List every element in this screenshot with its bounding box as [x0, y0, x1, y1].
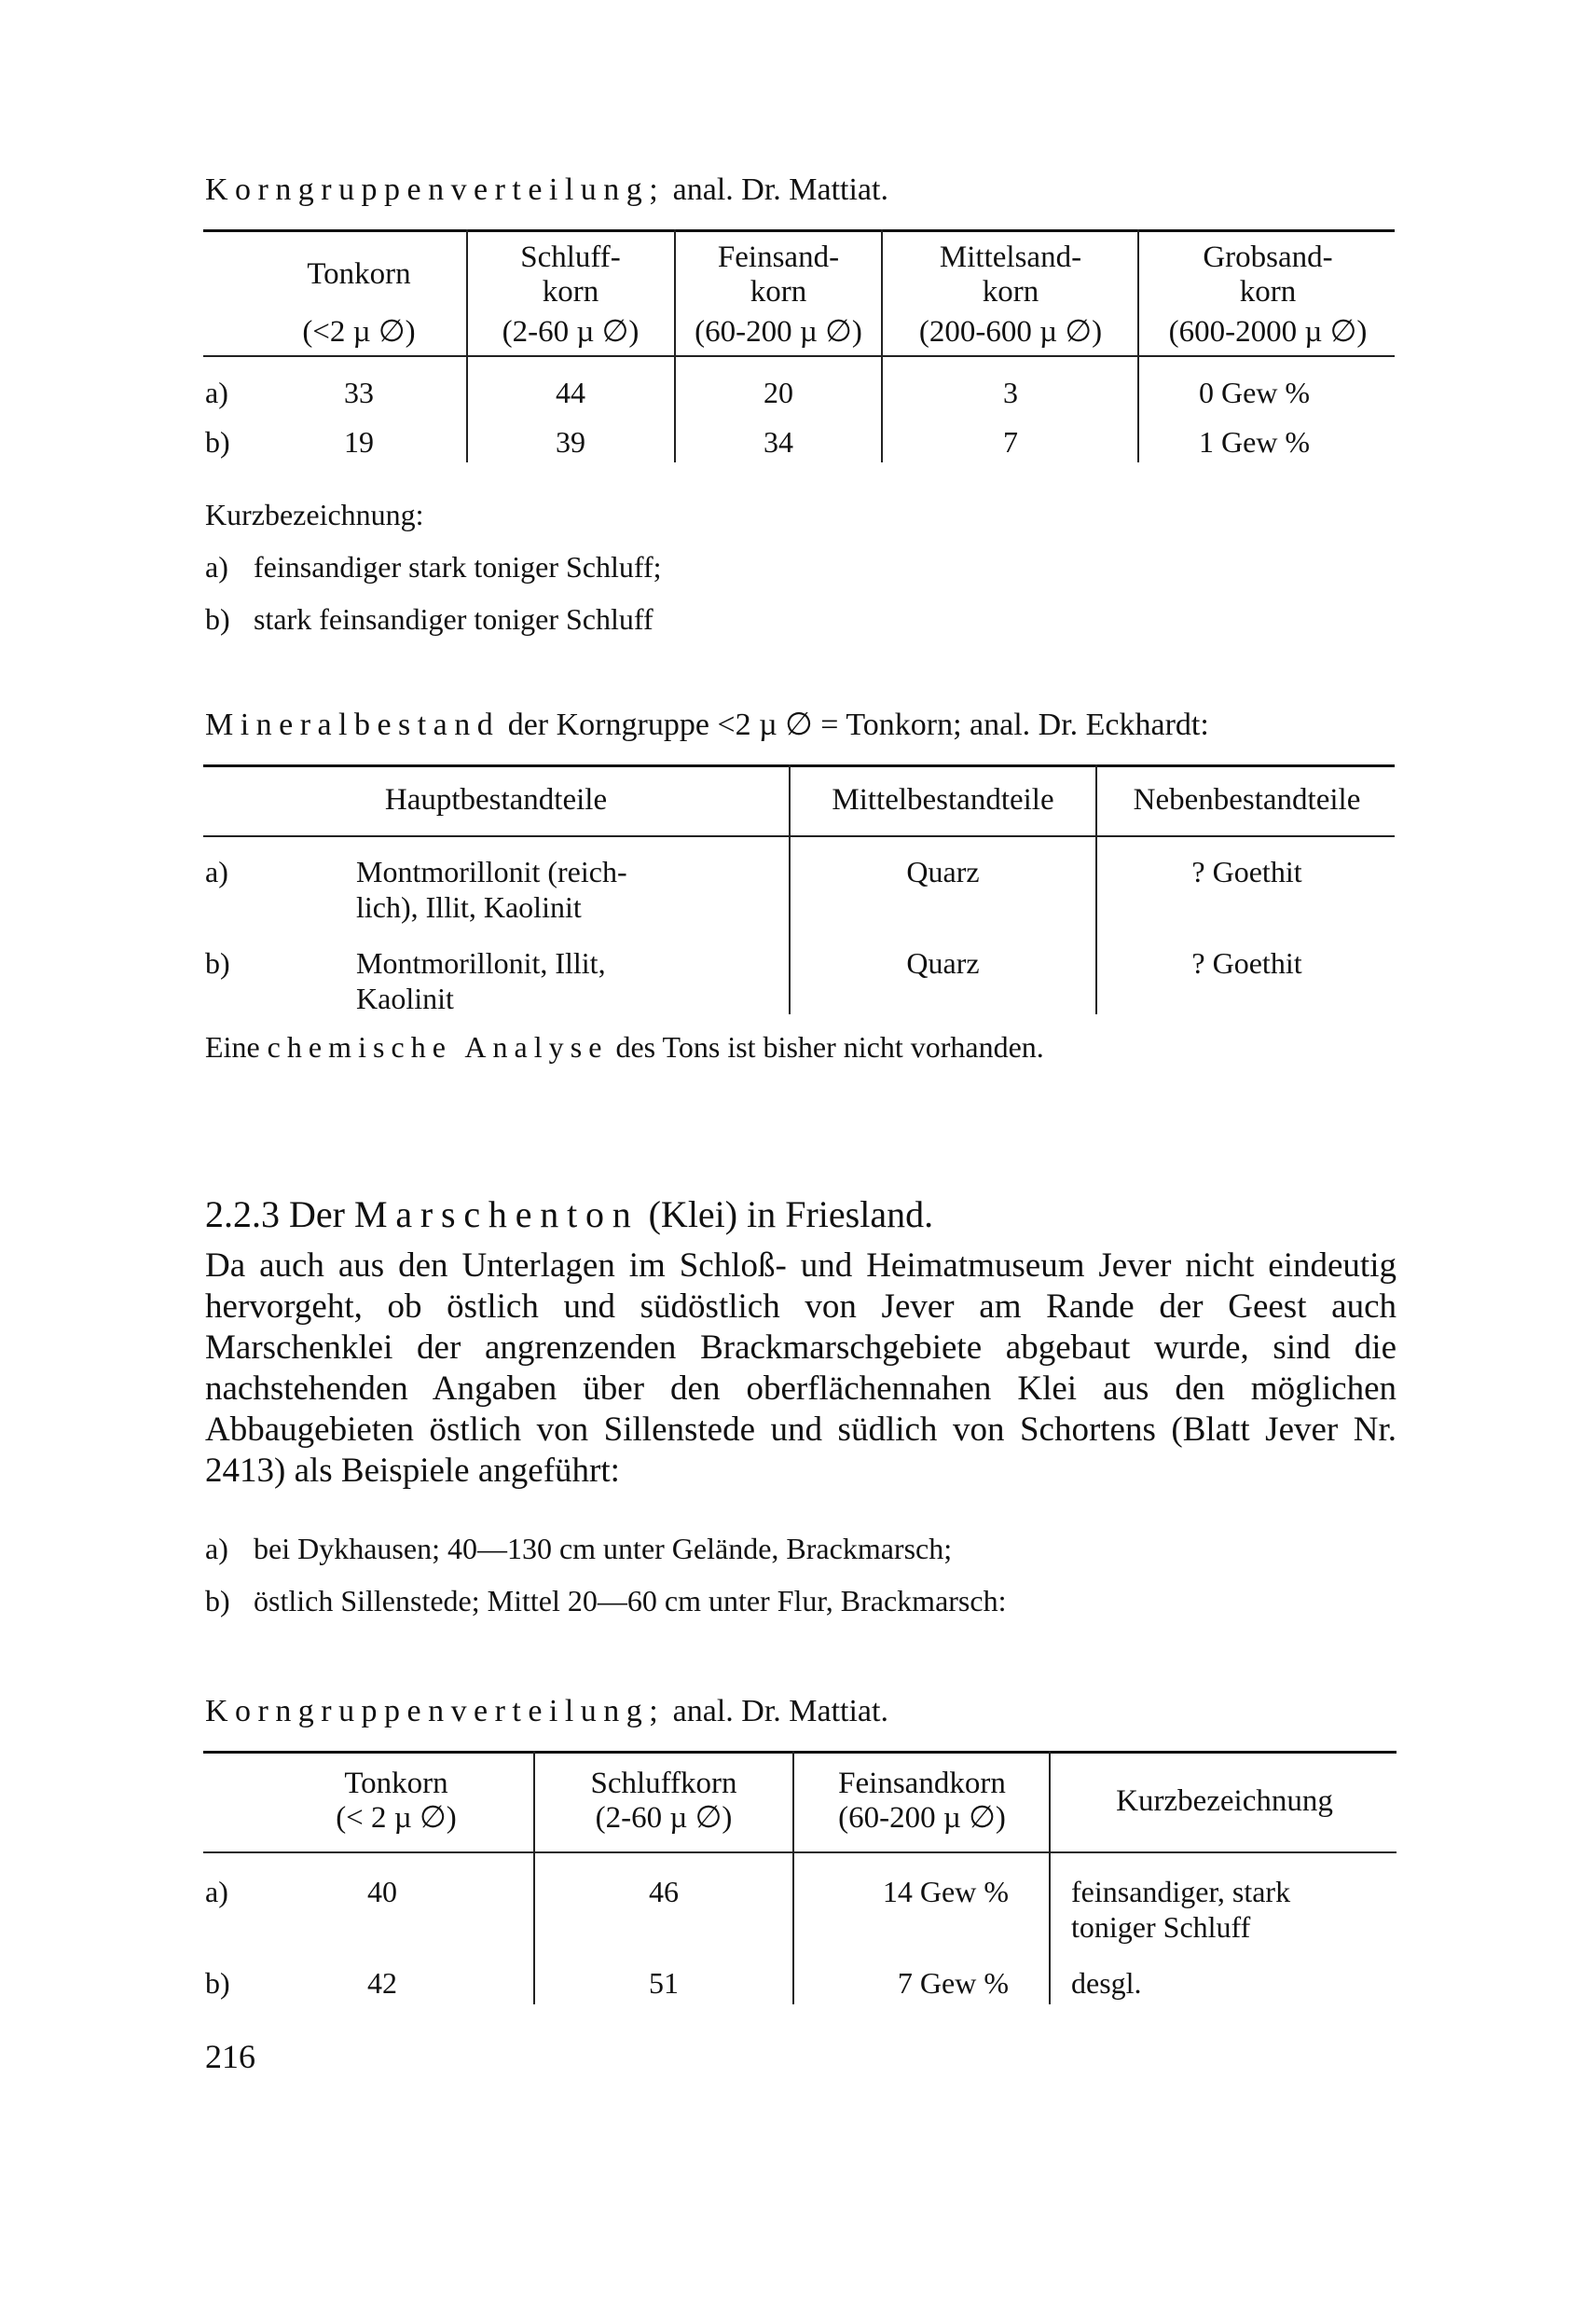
- table2-row-label: a): [205, 855, 228, 888]
- table1-row-label: b): [205, 425, 230, 459]
- table3-row-label: a): [205, 1875, 228, 1908]
- table2-header-haupt: Hauptbestandteile: [384, 783, 608, 817]
- section-item-label: a): [205, 1532, 228, 1565]
- kurz-item-text: feinsandiger stark toniger Schluff;: [254, 550, 662, 584]
- table3-cell-ton: 40: [367, 1875, 397, 1908]
- table1-cell: 20: [764, 376, 793, 409]
- table1-caption: [205, 170, 888, 211]
- table3-header-rule: [203, 1851, 1396, 1853]
- table1-cell: 1 Gew %: [1199, 425, 1311, 459]
- table2-caption-spaced: Mineralbestand: [205, 708, 501, 742]
- table3-top-rule: [203, 1751, 1396, 1754]
- table3-col-divider: [1049, 1751, 1051, 2004]
- table3-header-tonkorn: Tonkorn (< 2 µ ∅): [336, 1767, 457, 1835]
- table2-header-neben: Nebenbestandteile: [1133, 783, 1361, 817]
- table2-note: Eine chemische Analyse des Tons ist bisher nicht vorhanden.: [205, 1030, 1044, 1064]
- kurz-item-text: stark feinsandiger toniger Schluff: [254, 602, 654, 636]
- table1-header-rule: [203, 355, 1395, 357]
- section-item-text: bei Dykhausen; 40—130 cm unter Gelände, Brackmarsch;: [254, 1532, 953, 1565]
- table3-cell-fein: 7 Gew %: [897, 1966, 1009, 2000]
- table1-cell: 34: [764, 425, 793, 459]
- table3-col-divider: [533, 1751, 535, 2004]
- table1-cell: 0 Gew %: [1199, 376, 1311, 409]
- table1-cell: 33: [344, 376, 374, 409]
- table3-cell-schluff: 51: [649, 1966, 679, 2000]
- table1-col-divider: [674, 229, 676, 462]
- table2-row-label: b): [205, 946, 230, 980]
- table2-cell-neben: ? Goethit: [1191, 855, 1302, 888]
- section-item-label: b): [205, 1584, 230, 1617]
- table2-caption: [205, 705, 1209, 746]
- table3-cell-fein: 14 Gew %: [882, 1875, 1009, 1908]
- table1-caption-rest: anal. Dr. Mattiat.: [665, 172, 888, 207]
- table3-col-divider: [792, 1751, 794, 2004]
- kurz-item-label: b): [205, 602, 230, 636]
- table1-col-divider: [1137, 229, 1139, 462]
- table2-cell-mittel: Quarz: [906, 946, 980, 980]
- table3-cell-schluff: 46: [649, 1875, 679, 1908]
- table2-cell-neben: ? Goethit: [1191, 946, 1302, 980]
- table1-header-tonkorn-unit: (<2 µ ∅): [302, 315, 416, 349]
- table2-cell-mittel: Quarz: [906, 855, 980, 888]
- table3-cell-kurz: desgl.: [1071, 1966, 1142, 2000]
- table1-header-grobsand-unit: (600-2000 µ ∅): [1168, 315, 1368, 349]
- section-heading: 2.2.3 Der Marschenton (Klei) in Friesland.: [205, 1193, 934, 1235]
- table3-cell-ton: 42: [367, 1966, 397, 2000]
- table1-cell: 39: [556, 425, 585, 459]
- table1-col-divider: [881, 229, 883, 462]
- kurz-item-label: a): [205, 550, 228, 584]
- table1-cell: 7: [1003, 425, 1018, 459]
- table1-cell: 44: [556, 376, 585, 409]
- page-number: 216: [205, 2038, 255, 2075]
- table3-header-kurz: Kurzbezeichnung: [1116, 1784, 1333, 1818]
- table1-header-mittelsand: Mittelsand- korn: [939, 241, 1082, 309]
- table1-row-label: a): [205, 376, 228, 409]
- table2-header-mittel: Mittelbestandteile: [832, 783, 1054, 817]
- table2-header-rule: [203, 835, 1395, 837]
- table1-col-divider: [466, 229, 468, 462]
- table3-caption-spaced: Korngruppenverteilung;: [205, 1694, 666, 1728]
- table1-top-rule: [203, 229, 1395, 232]
- table1-header-schluff-unit: (2-60 µ ∅): [502, 315, 640, 349]
- table1-cell: 3: [1003, 376, 1018, 409]
- table3-caption-rest: anal. Dr. Mattiat.: [665, 1694, 888, 1728]
- table1-header-mittelsand-unit: (200-600 µ ∅): [918, 315, 1103, 349]
- table1-caption-spaced: Korngruppenverteilung;: [205, 172, 666, 207]
- kurz-title: Kurzbezeichnung:: [205, 498, 424, 531]
- table2-col-divider: [1095, 764, 1097, 1014]
- table1-header-feinsand: Feinsand- korn: [717, 241, 840, 309]
- table3-header-schluff: Schluffkorn (2-60 µ ∅): [590, 1767, 737, 1835]
- table1-header-tonkorn: Tonkorn: [307, 257, 411, 291]
- table3-header-feinsand: Feinsandkorn (60-200 µ ∅): [838, 1767, 1006, 1835]
- table1-header-feinsand-unit: (60-200 µ ∅): [695, 315, 862, 349]
- table3-row-label: b): [205, 1966, 230, 2000]
- table1-header-grobsand: Grobsand- korn: [1203, 241, 1333, 309]
- table3-cell-kurz: feinsandiger, stark toniger Schluff: [1071, 1875, 1291, 1944]
- table2-cell-haupt: Montmorillonit, Illit, Kaolinit: [356, 946, 606, 1015]
- table2-cell-haupt: Montmorillonit (reich- lich), Illit, Kaolinit: [356, 855, 627, 924]
- section-item-text: östlich Sillenstede; Mittel 20—60 cm unter Flur, Brackmarsch:: [254, 1584, 1007, 1617]
- table2-col-divider: [789, 764, 791, 1014]
- table1-header-schluff: Schluff- korn: [520, 241, 621, 309]
- section-paragraph: Da auch aus den Unterlagen im Schloß- und Heimatmuseum Jever nicht eindeutig hervorgeht, ob östlich und südöstlich von Jever am Rande der Geest auch Marschenklei der angrenzenden Brackmarschgebiete abgebaut wurde, sind die nachstehenden Angaben über den oberflächennahen Klei aus den möglichen Abbaugebieten östlich von Sillenstede und südlich von Schortens (Blatt Jever Nr. 2413) als Beispiele angeführt:: [205, 1246, 1396, 1490]
- table1-cell: 19: [344, 425, 374, 459]
- table3-caption: [205, 1691, 888, 1732]
- table2-caption-rest: der Korngruppe <2 µ ∅ = Tonkorn; anal. Dr. Eckhardt:: [500, 708, 1209, 742]
- table2-top-rule: [203, 764, 1395, 767]
